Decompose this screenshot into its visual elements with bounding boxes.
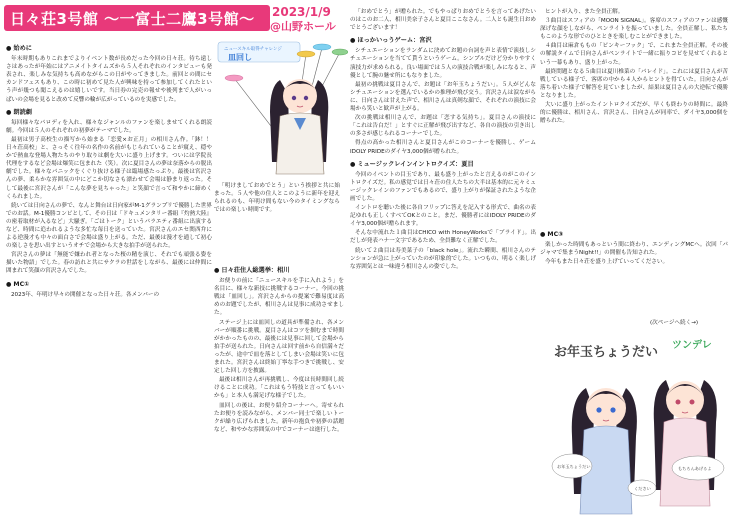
paragraph: お便りの前に「ニュースキルを手に入れよう」を名目に、様々な新技に挑戦するコーナー。今回の挑戦は「皿回し」。宮沢さんからの提案で難易度は高めのお題でしたが、相川さんは見事に成功させました。	[214, 278, 344, 317]
eye-right	[304, 96, 308, 100]
section-heading: ● MC①	[6, 280, 30, 288]
section-heading: ● 始めに	[6, 45, 32, 52]
caption-column	[214, 182, 340, 262]
paragraph: 最後は相川さんが再挑戦し、今度は長時間回し続けることに成功。「これはもう特技と言ってもいいかも」と本人も満足げな様子でした。	[214, 377, 344, 400]
char2-eye-right	[690, 400, 695, 405]
paragraph: 毎回様々なパロディを入れ、様々なジャンルのファンを楽しませてくれる朗読劇。今回は５人のそれぞれの初夢がテーマでした。	[6, 119, 212, 134]
paragraph: ４曲目は麻倉ももの「ピンキーフック」で、これまた全員正解。その後の解説タイムで日向さんがペンライトで一緒に振りコピを見せてくれるという一幕もあり、盛り上がった。	[540, 43, 728, 66]
section-heading: ● ミュージックレインイントロクイズ：夏目	[350, 160, 474, 168]
eye-left	[292, 96, 296, 100]
paragraph: 最初の挑戦は夏目さんで、お題は「お年玉ちょうだい」。５人がどんなシチュエーションを選んでいるかの推理が飛び交う。宮沢さんは涙ながらに、日向さんは甘えた声で、相川さんは真剣な顔で、それぞれの演技に会場から笑いと歓声が上がる。	[350, 81, 536, 113]
face	[283, 79, 317, 113]
column-3	[350, 8, 536, 518]
plate-blue	[313, 44, 331, 50]
bubble1-text: お年玉ちょうだい	[557, 464, 591, 469]
paragraph: 「おめでとう」が贈られた。でもやっぱりおめでとうを言ってあげたいのはこのお二人、相川美奈子さんと夏目ここなさん。二人とも誕生日おめでとうございます！	[350, 9, 536, 32]
char1-eye-right	[610, 407, 615, 412]
title-banner	[4, 5, 270, 31]
paragraph: 宮沢さんの夢は「無能で嫌われ者となった桜の精を演じ、それでも頑張る姿を描いた物語」でした。春の訪れと共にサクラの世話をしながら、最後には仲間に囲まれて笑顔の宮沢さんでした。	[6, 252, 212, 275]
paragraph: 最初は男子高校生の描写から始まる「恋愛×お正月」の相川さん作。「鉢！！日々荘高校」と、さっそく往年の名作の名前がもじられていることが窺え、穏やかで熱血な登場人物たちのやり取りは劇を大いに盛り上げます。ついには学院長代理をするなど会場は爆笑に包まれた（笑）。次に夏目さんの夢は奈落からの脱出劇でした。様々なパニックをくぐり抜ける様子は臨場感たっぷり。最後は宮沢さんの夢、柔らかな雰囲気の中にどこか切なさも漂わせて会場は静まり返った。そして最後に宮沢さんが「こんな夢を見ちゃった」と笑顔で言って和やかに締めくくられました。	[6, 136, 212, 200]
section-heading: ● MC③	[540, 231, 564, 238]
paragraph: 今回のイベントの目玉であり、最も盛り上がったと言えるのがこのイントロクイズだ。私の感覚では日々荘の住人たちの大半は基本的に元々ミュージックレインのファンでもあるので、盛り上がりが保証されたような企画でした。	[350, 171, 536, 202]
section-heading: ● 日々荘住人総選挙：相川	[214, 267, 290, 274]
paragraph: 次の挑戦は相川さんで、お題は「恋する気持ち」。夏目さんの演技に「これは告白だ！」とすぐに正解が飛び出すなど、各自の演技の引き出しの多さが感じられるコーナーでした。	[350, 115, 536, 138]
illus-note: ニュースキル取得チャレンジ	[224, 47, 282, 52]
plate-green	[332, 49, 348, 55]
paragraph: 今年もまた日々荘を盛り上げていってください。	[545, 259, 669, 266]
plate-pink	[225, 75, 243, 81]
paragraph: 大いに盛り上がったイントロクイズだが、早くも終わりの時間に。最終的に優勝は、相川さん、宮沢さん、日向さんが同率で、ダイヤ3,000個を贈られた。	[540, 102, 728, 125]
paragraph: シチュエーションをランダムに決めてお題の台詞を声と表情で演技しシチュエーションを当てて貰うというゲーム。シンプルだけど分かりやすく演技力が求められる。良い場面では５人の演技合戦が楽しみになると、声優として腕の魅せ所にもなりました。	[350, 48, 536, 79]
paragraph: ヒントが入り、また全員正解。	[545, 9, 624, 15]
column-4	[540, 8, 728, 226]
paragraph: ステージ上には皿回しの道具が準備され、各メンバーが順番に挑戦。夏目さんはコツを掴むまで時間がかかったものの、最後には見事に回して会場から拍手が送られた。日向さんは回す前から自信満々だったが、途中で皿を落としてしまい会場は笑いに包まれた。宮沢さんは終始丁寧な手つきで挑戦し、安定した回し方を披露。	[214, 319, 344, 375]
paragraph: そんな中流れた１曲目はCHICO with HoneyWorksで「ブライド」。出だしが発表ハナ一文字であるため、全員難なく正解でした。	[350, 230, 536, 245]
page-title: 日々荘3号館 ～一富士二鷹3号館～	[10, 10, 255, 28]
char2-eye-left	[676, 400, 681, 405]
paragraph: 続いては日向さんの夢で、なんと舞台は日向家がM-1グランプリで優勝した世界でのお話。M-1優勝コンビとして、その日は「ドキュメンタリー番組『灼熱大陸』の密着取材が入るなど」大騒ぎ。「ごはトーク」というパラエティ番組に出演するなど、時間に追われるような多忙な毎日を送っていた。宮沢さんのエセ関西弁による逆漫才も中々の面白さで会場は盛り上がる。ただ、最後は漫才を通して初心の楽しさを思い出すというオチで会場から大きな拍手が送られた。	[6, 202, 212, 250]
section-heading: ● ほっかいっうゲーム：宮沢	[350, 37, 432, 45]
event-date: 2023/1/9	[272, 5, 331, 19]
char1-eye-left	[596, 407, 601, 412]
paragraph: 楽しかった時間もあっという間に終わり、エンディングMCへ。次回「パジャマで集まうNight!!」の開催も告知された。	[540, 242, 728, 257]
illus2-tag: ツンデレ	[672, 340, 712, 351]
paragraph: 年末時期もありこれまでよりイベント数が長めだった今回の日々荘。待ち遠しさはあったが年始にはアニメイトタイムズから５人それぞれのインタビューも発表され、楽しみな気持ちも高めながらこの日がやってきました。前回との間にセカンドフェスもあり、この時に初めて見た人が興味を持って参加してくれたという声が幾つも聞こえるのは嬉しいです。当日券の完売の報せや後列まで人がいっぱいの会場を見ると改めて反響の輪が広がっているのを実感でした。	[6, 56, 212, 103]
illus-banner: 皿回し	[228, 53, 252, 62]
section-heading: ● 朗読劇	[6, 108, 32, 116]
paragraph: 最終問題となる５曲目は夏川椎菜の「パレイド」。これには夏目さんが苦戦している様子で、客席の中から４人からヒントを得ていた。日向さんが落ち着いた様子で解答を見ていましたが、結果は夏目さんの大逆転で優勝となりました。	[540, 68, 728, 99]
illus2-title: お年玉ちょうだい	[554, 345, 659, 360]
plate-yellow	[297, 51, 315, 57]
bubble3-text: もちろんあげるよ	[678, 466, 712, 471]
paragraph: イントロを聴いた後に各自フリップに答えを記入する形式で、曲名の表記ゆれも正しくすべてOKとのこと。まだ、優勝者にはIDOLY PRIDEのダイヤ3,000個が贈られます。	[350, 205, 536, 228]
column-1	[6, 40, 212, 518]
paragraph: 続いて２曲目は寿美菜子の「black hole」。流れた瞬間、相川さんのテンションが急に上がっていたのが印象的でした。いつもの、明るく楽しげな雰囲気とは一味違う相川さんの姿でした。	[350, 247, 536, 270]
paragraph: 「明けましておめでとう」という挨拶と共に始まった。５人や他の住人とこのように新年を迎えられるのも、年明け間もない今のタイミングならではの楽しい時間です。	[214, 183, 340, 214]
plate-spinning-illustration	[214, 34, 348, 180]
continued-note: (次ページへ続く→)	[650, 320, 699, 326]
column-2	[214, 262, 344, 518]
paragraph: 得点の高かった相川さんと夏目さんがこのコーナーを優勝し、ゲームIDOLY PRIDEのダイヤ3,000個が贈られた。	[350, 140, 536, 155]
new-year-money-illustration	[548, 318, 728, 516]
column-4-mc	[540, 226, 728, 318]
event-venue: @山野ホール	[270, 20, 336, 33]
paragraph: 皿回しの後は、お便り紹介コーナーへ。寄せられたお便りを読みながら、メンバー同士で楽しいトークが繰り広げられました。新年の抱負や初夢の話題など、和やかな雰囲気の中でコーナーは進行した。	[214, 402, 344, 433]
paragraph: ３曲目はスフィアの「MOON SIGNAL」。客席のスフィアのファンは感慨深げな顔をしながら、ペンライトを振っていました。全員正解し、私たちもこのような形でのひとときを楽しむことができました。	[540, 18, 728, 41]
bubble2-text: ください	[634, 486, 651, 491]
paragraph: 2023年、年明け早々の開催となった日々荘。各メンバーの	[11, 291, 160, 298]
